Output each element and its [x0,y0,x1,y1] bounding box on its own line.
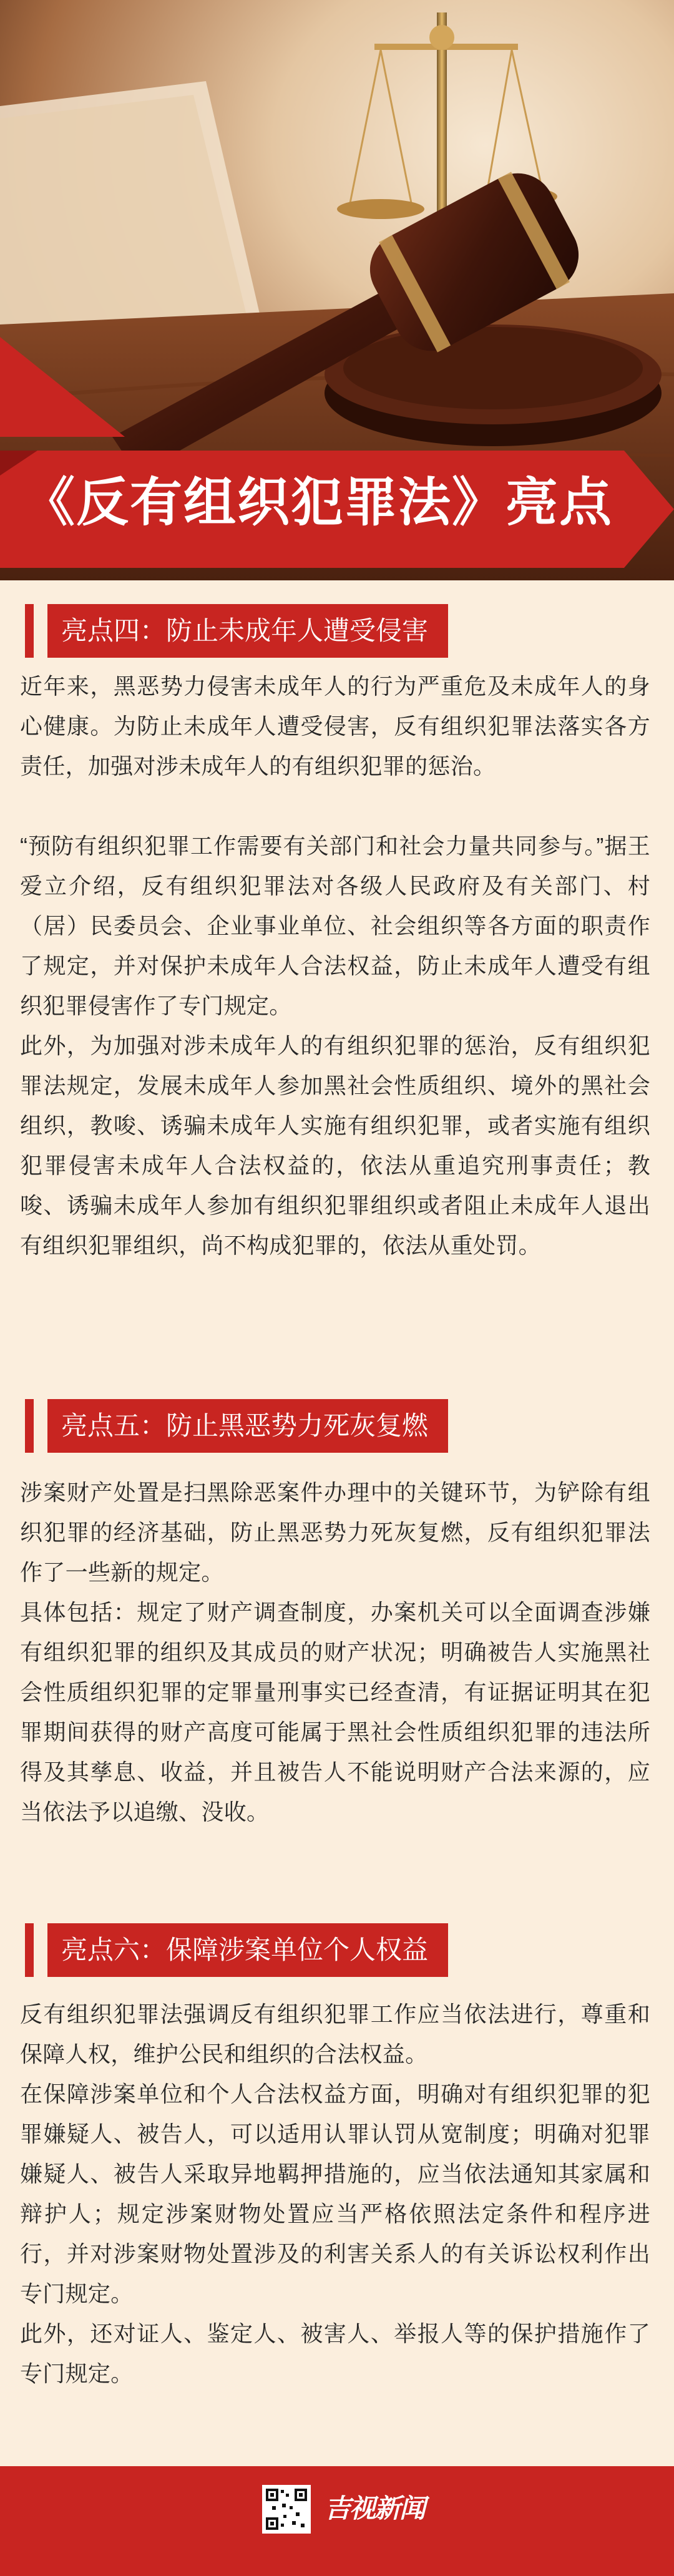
section-heading-label: 亮点五：防止黑恶势力死灰复燃 [47,1399,448,1453]
paragraph: 涉案财产处置是扫黑除恶案件办理中的关键环节，为铲除有组织犯罪的经济基础，防止黑恶势力死灰复燃，反有组织犯罪法作了一些新的规定。 [20,1480,650,1585]
paragraph: “预防有组织犯罪工作需要有关部门和社会力量共同参与。”据王爱立介绍，反有组织犯罪法对各级人民政府及有关部门、村（居）民委员会、企业事业单位、社会组织等各方面的职责作了规定，并对保护未成年人合法权益，防止未成年人遭受有组织犯罪侵害作了专门规定。 [20,833,650,1018]
paragraph: 具体包括：规定了财产调查制度，办案机关可以全面调查涉嫌有组织犯罪的组织及其成员的财产状况；明确被告人实施黑社会性质组织犯罪的定罪量刑事实已经查清，有证据证明其在犯罪期间获得的财产高度可能属于黑社会性质组织犯罪的违法所得及其孳息、收益，并且被告人不能说明财产合法来源的，应当依法予以追缴、没收。 [20,1599,650,1825]
paragraph: 此外，还对证人、鉴定人、被害人、举报人等的保护措施作了专门规定。 [20,2321,650,2386]
paragraph: 在保障涉案单位和个人合法权益方面，明确对有组织犯罪的犯罪嫌疑人、被告人，可以适用认罪认罚从宽制度；明确对犯罪嫌疑人、被告人采取异地羁押措施的，应当依法通知其家属和辩护人；规定涉案财物处置应当严格依照法定条件和程序进行，并对涉案财物处置涉及的利害关系人的有关诉讼权利作出专门规定。 [20,2081,650,2306]
page-title: 《反有组织犯罪法》亮点 [22,474,613,532]
section-marker [25,1923,34,1977]
paragraph: 反有组织犯罪法强调反有组织犯罪工作应当依法进行，尊重和保障人权，维护公民和组织的合法权益。 [20,2001,650,2067]
brand-logo: 吉视新闻 [325,2493,425,2524]
qr-code-icon [262,2485,311,2534]
section-marker [25,1399,34,1453]
section-heading-label: 亮点四：防止未成年人遭受侵害 [47,604,448,658]
paragraph: 近年来，黑恶势力侵害未成年人的行为严重危及未成年人的身心健康。为防止未成年人遭受侵害，反有组织犯罪法落实各方责任，加强对涉未成年人的有组织犯罪的惩治。 [20,673,650,779]
section-heading-label: 亮点六：保障涉案单位个人权益 [47,1923,448,1977]
paragraph: 此外，为加强对涉未成年人的有组织犯罪的惩治，反有组织犯罪法规定，发展未成年人参加黑社会性质组织、境外的黑社会组织，教唆、诱骗未成年人实施有组织犯罪，或者实施有组织犯罪侵害未成年人合法权益的，依法从重追究刑事责任；教唆、诱骗未成年人参加有组织犯罪组织或者阻止未成年人退出有组织犯罪组织，尚不构成犯罪的，依法从重处罚。 [20,1033,650,1258]
section-marker [25,604,34,658]
